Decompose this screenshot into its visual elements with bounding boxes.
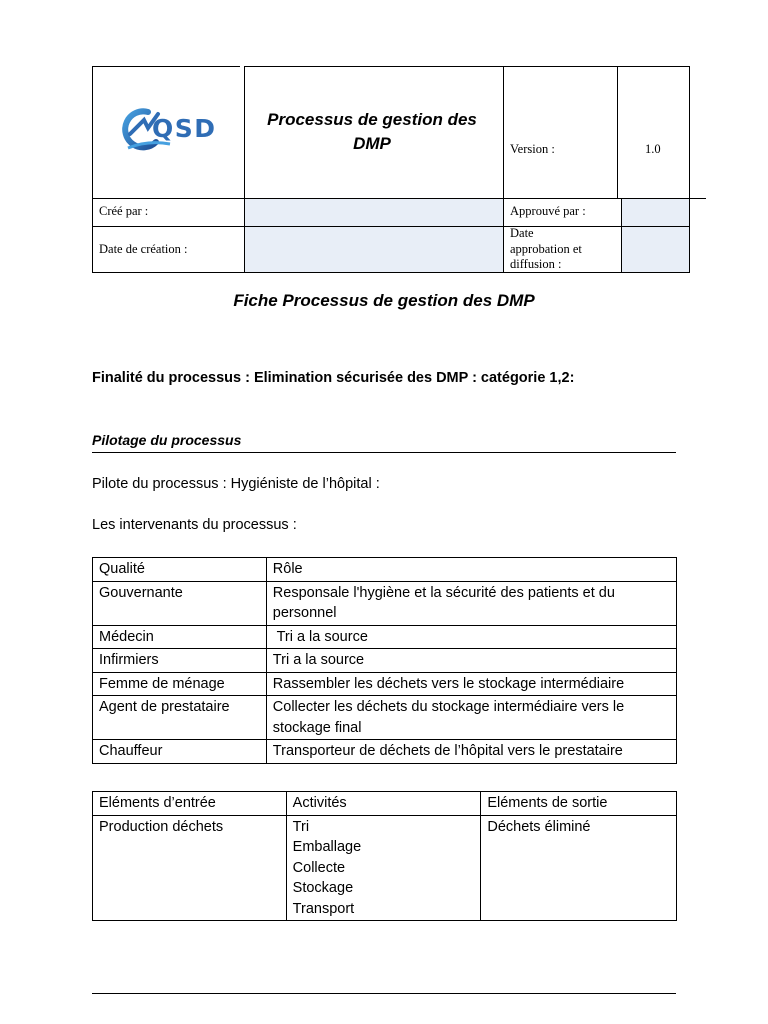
header-rule bbox=[245, 66, 690, 67]
table-header: Eléments de sortie bbox=[481, 792, 677, 816]
fiche-title: Fiche Processus de gestion des DMP bbox=[233, 291, 535, 310]
roles-table bbox=[92, 557, 677, 764]
version-label: Version : bbox=[510, 142, 555, 156]
logo-text: QSD bbox=[152, 114, 217, 143]
table-cell: Collecter les déchets du stockage intermédiaire vers le stockage final bbox=[266, 696, 676, 740]
table-row bbox=[93, 696, 677, 740]
pilote-text: Pilote du processus : Hygiéniste de l’hôpital : bbox=[92, 476, 380, 492]
header-rule bbox=[92, 272, 690, 273]
table-cell: Déchets éliminé bbox=[481, 815, 677, 921]
approved-by-label: Approuvé par : bbox=[510, 204, 586, 218]
header-rule bbox=[244, 66, 245, 273]
table-row bbox=[93, 815, 677, 921]
header-rule bbox=[503, 66, 504, 273]
table-header: Qualité bbox=[93, 558, 267, 582]
approved-by-value-cell[interactable] bbox=[622, 199, 690, 226]
table-header: Rôle bbox=[266, 558, 676, 582]
list-item: Emballage bbox=[292, 839, 362, 855]
list-item: Collecte bbox=[292, 859, 346, 876]
document-title: Processus de gestion des DMP bbox=[267, 110, 477, 153]
table-cell: Responsale l'hygiène et la sécurité des patients et du personnel bbox=[266, 581, 676, 625]
header-rule bbox=[92, 66, 93, 273]
header-rule bbox=[92, 198, 706, 199]
finalite-text: Finalité du processus : Elimination sécurisée des DMP : catégorie 1,2: bbox=[92, 370, 575, 386]
creation-date-label: Date de création : bbox=[99, 242, 188, 256]
table-row bbox=[93, 740, 677, 764]
creation-date-value-cell[interactable] bbox=[245, 227, 503, 272]
table-cell: Gouvernante bbox=[93, 581, 267, 625]
header-rule bbox=[92, 66, 240, 67]
table-row bbox=[93, 672, 677, 696]
approval-date-label-line: diffusion : bbox=[510, 257, 562, 271]
list-item: Transport bbox=[292, 900, 355, 917]
approval-date-label-line: approbation et bbox=[510, 241, 582, 256]
created-by-label: Créé par : bbox=[99, 204, 149, 218]
table-cell: Femme de ménage bbox=[93, 672, 267, 696]
table-row bbox=[93, 581, 677, 625]
header-rule bbox=[617, 66, 618, 199]
table-row bbox=[93, 558, 677, 582]
table-cell: Agent de prestataire bbox=[93, 696, 267, 740]
table-row bbox=[93, 792, 677, 816]
header-rule bbox=[689, 66, 690, 273]
table-header: Activités bbox=[286, 792, 481, 816]
list-item: Stockage bbox=[292, 880, 354, 896]
table-row bbox=[93, 649, 677, 673]
table-cell: Transporteur de déchets de l’hôpital vers le prestataire bbox=[266, 740, 676, 764]
io-table bbox=[92, 791, 677, 921]
activities-cell bbox=[286, 815, 481, 921]
table-row bbox=[93, 625, 677, 649]
list-item: Tri bbox=[292, 818, 310, 835]
header-rule bbox=[621, 198, 622, 273]
table-cell: Tri a la source bbox=[266, 625, 676, 649]
table-cell: Rassembler les déchets vers le stockage intermédiaire bbox=[266, 672, 676, 696]
table-cell: Tri a la source bbox=[266, 649, 676, 673]
approval-date-value-cell[interactable] bbox=[622, 227, 690, 272]
version-value: 1.0 bbox=[645, 142, 661, 156]
table-cell: Médecin bbox=[93, 625, 267, 649]
header-rule bbox=[92, 226, 690, 227]
table-header: Eléments d’entrée bbox=[93, 792, 287, 816]
pilotage-heading: Pilotage du processus bbox=[92, 432, 242, 448]
table-cell: Infirmiers bbox=[93, 649, 267, 673]
table-cell: Production déchets bbox=[93, 815, 287, 921]
created-by-value-cell[interactable] bbox=[245, 199, 503, 226]
table-cell: Chauffeur bbox=[93, 740, 267, 764]
approval-date-label bbox=[510, 226, 582, 273]
approval-date-label-line: Date bbox=[510, 226, 534, 240]
section-divider bbox=[92, 452, 676, 453]
intervenants-text: Les intervenants du processus : bbox=[92, 517, 297, 533]
footer-divider bbox=[92, 993, 676, 994]
